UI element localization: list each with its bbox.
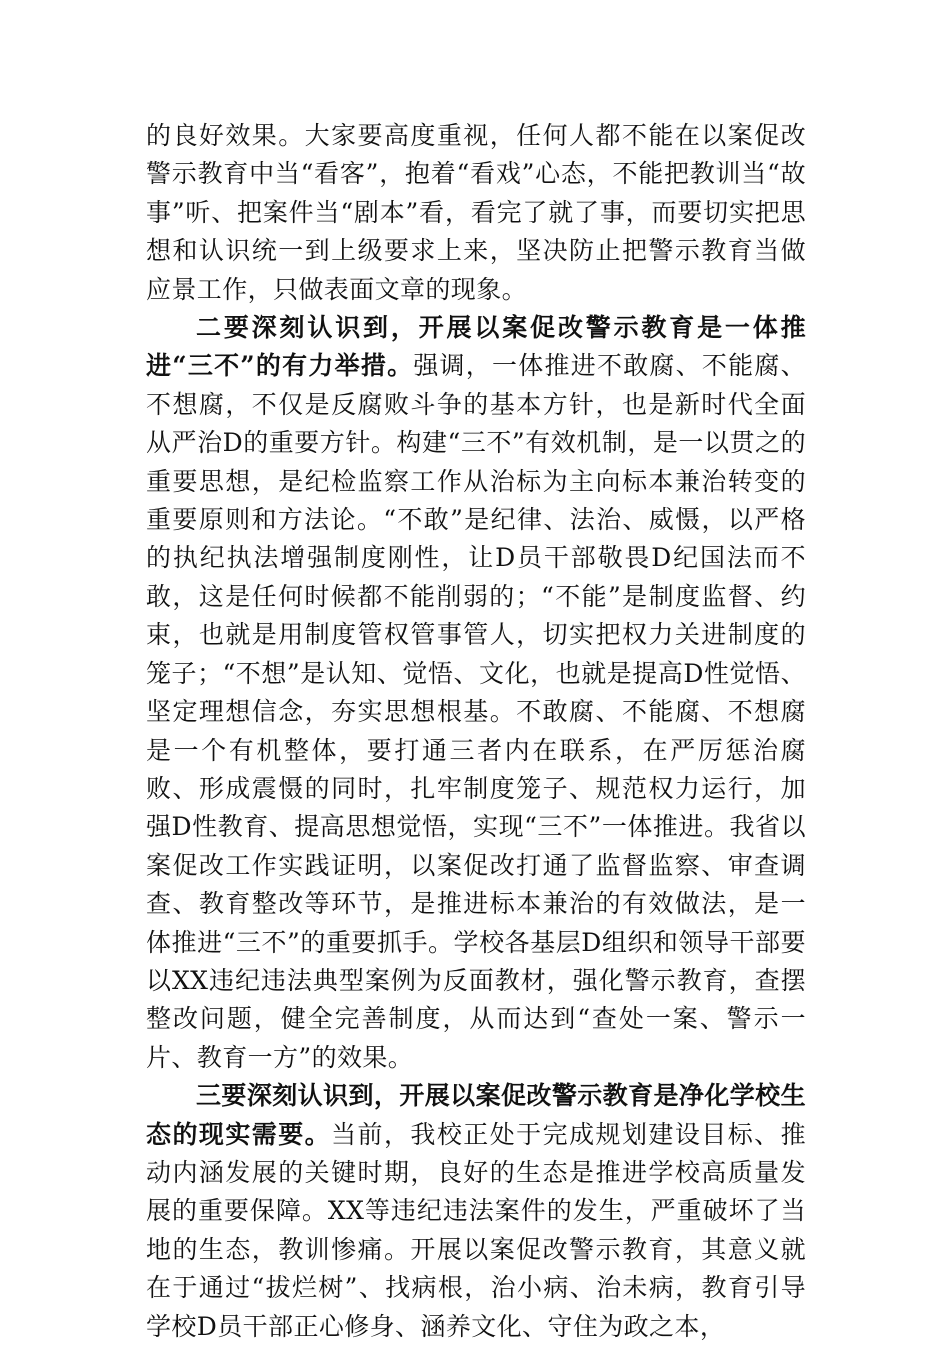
paragraph-1-text: 的良好效果。大家要高度重视，任何人都不能在以案促改警示教育中当“看客”，抱着“看戏”心态，不能把教训当“故事”听、把案件当“剧本”看，看完了就了事，而要切实把思想和认识统一到上级要求上来，坚决防止把警示教育当做应景工作，只做表面文章的现象。 [146,121,806,304]
paragraph-2-heading: 二要深刻认识到，开展以案促改警示教育是一体推进“三不”的有力举措。 [146,313,806,381]
paragraph-2 [146,309,806,1077]
paragraph-3 [146,1077,806,1346]
paragraph-3-text: 当前，我校正处于完成规划建设目标、推动内涵发展的关键时期，良好的生态是推进学校高质量发展的重要保障。XX等违纪违法案件的发生，严重破坏了当地的生态，教训惨痛。开展以案促改警示教育，其意义就在于通过“拔烂树”、找病根，治小病、治未病，教育引导学校D员干部正心修身、涵养文化、守住为政之本， [146,1119,806,1341]
body-text [146,117,806,1346]
paragraph-2-text: 强调，一体推进不敢腐、不能腐、不想腐，不仅是反腐败斗争的基本方针，也是新时代全面从严治D的重要方针。构建“三不”有效机制，是一以贯之的重要思想，是纪检监察工作从治标为主向标本兼治转变的重要原则和方法论。“不敢”是纪律、法治、威慑，以严格的执纪执法增强制度刚性，让D员干部敬畏D纪国法而不敢，这是任何时候都不能削弱的；“不能”是制度监督、约束，也就是用制度管权管事管人，切实把权力关进制度的笼子；“不想”是认知、觉悟、文化，也就是提高D性觉悟、坚定理想信念，夯实思想根基。不敢腐、不能腐、不想腐是一个有机整体，要打通三者内在联系，在严厉惩治腐败、形成震慑的同时，扎牢制度笼子、规范权力运行，加强D性教育、提高思想觉悟，实现“三不”一体推进。我省以案促改工作实践证明，以案促改打通了监督监察、审查调查、教育整改等环节，是推进标本兼治的有效做法，是一体推进“三不”的重要抓手。学校各基层D组织和领导干部要以XX违纪违法典型案例为反面教材，强化警示教育，查摆整改问题，健全完善制度，从而达到“查处一案、警示一片、教育一方”的效果。 [146,351,806,1072]
paragraph-3-heading: 三要深刻认识到，开展以案促改警示教育是净化学校生态的现实需要。 [146,1081,806,1149]
paragraph-1 [146,117,806,309]
